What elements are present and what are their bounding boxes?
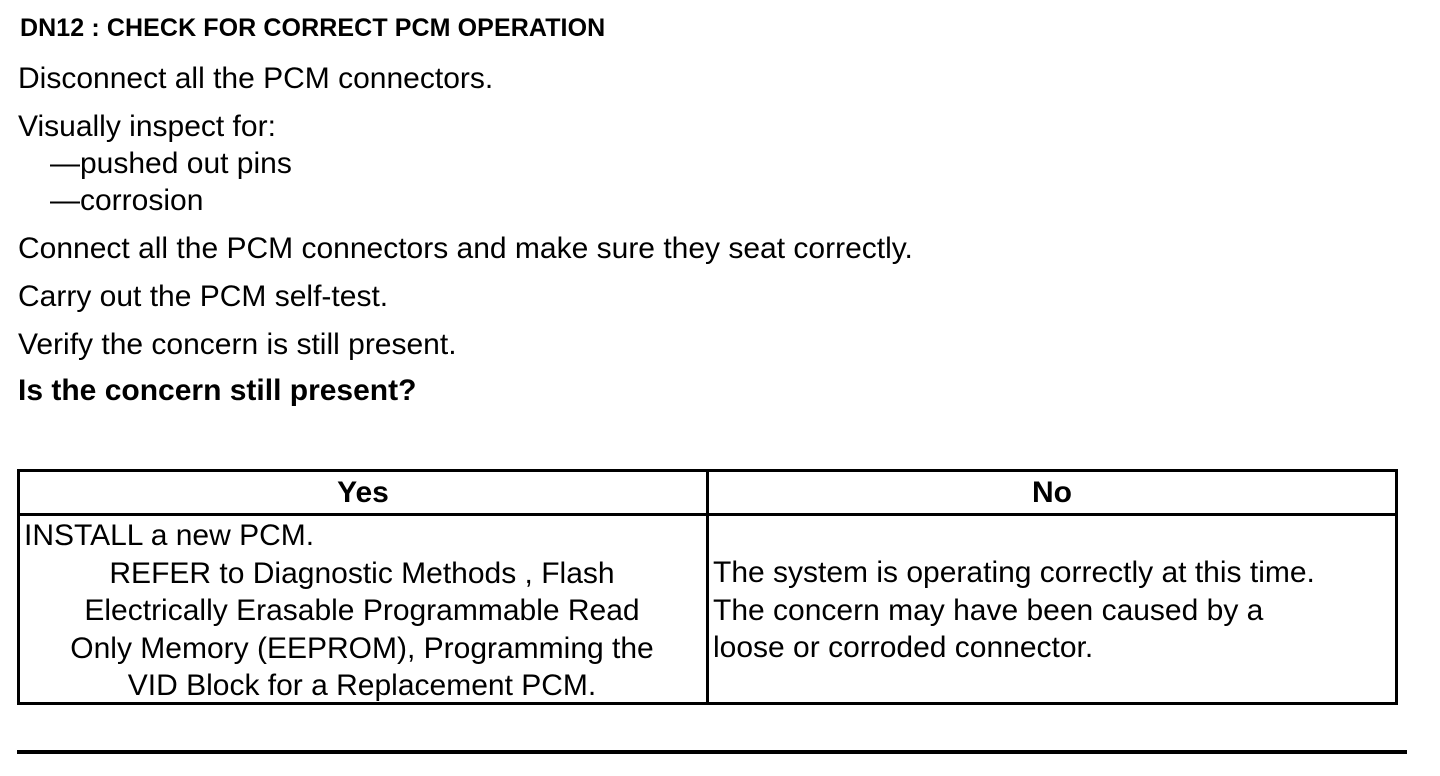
yes-line: INSTALL a new PCM.: [24, 519, 315, 552]
table-header-no: No: [1032, 476, 1072, 509]
table-cell-no: [713, 554, 1393, 667]
no-line: The concern may have been caused by a: [713, 593, 1264, 627]
no-line: The system is operating correctly at this time.: [713, 556, 1315, 589]
step-verify: Verify the concern is still present.: [18, 328, 457, 361]
no-line: loose or corroded connector.: [713, 631, 1094, 664]
section-heading: DN12 : CHECK FOR CORRECT PCM OPERATION: [20, 14, 606, 42]
yes-line: VID Block for a Replacement PCM.: [127, 669, 597, 702]
inspect-item-corrosion: —corrosion: [50, 184, 204, 217]
step-disconnect: Disconnect all the PCM connectors.: [18, 62, 494, 95]
table-cell-yes: [24, 517, 700, 705]
yes-line: Only Memory (EEPROM), Programming the: [70, 631, 654, 665]
decision-table: [17, 469, 1398, 705]
step-inspect: Visually inspect for:: [18, 110, 276, 143]
question: Is the concern still present?: [18, 374, 417, 407]
bottom-rule: [17, 750, 1407, 754]
yes-line: Electrically Erasable Programmable Read: [84, 594, 640, 627]
table-header-divider: [20, 513, 1395, 516]
inspect-item-pins: —pushed out pins: [50, 147, 292, 180]
step-self-test: Carry out the PCM self-test.: [18, 280, 389, 313]
table-header-yes: Yes: [337, 476, 389, 509]
yes-line: REFER to Diagnostic Methods , Flash: [109, 556, 615, 590]
step-connect: Connect all the PCM connectors and make sure they seat correctly.: [18, 232, 913, 265]
